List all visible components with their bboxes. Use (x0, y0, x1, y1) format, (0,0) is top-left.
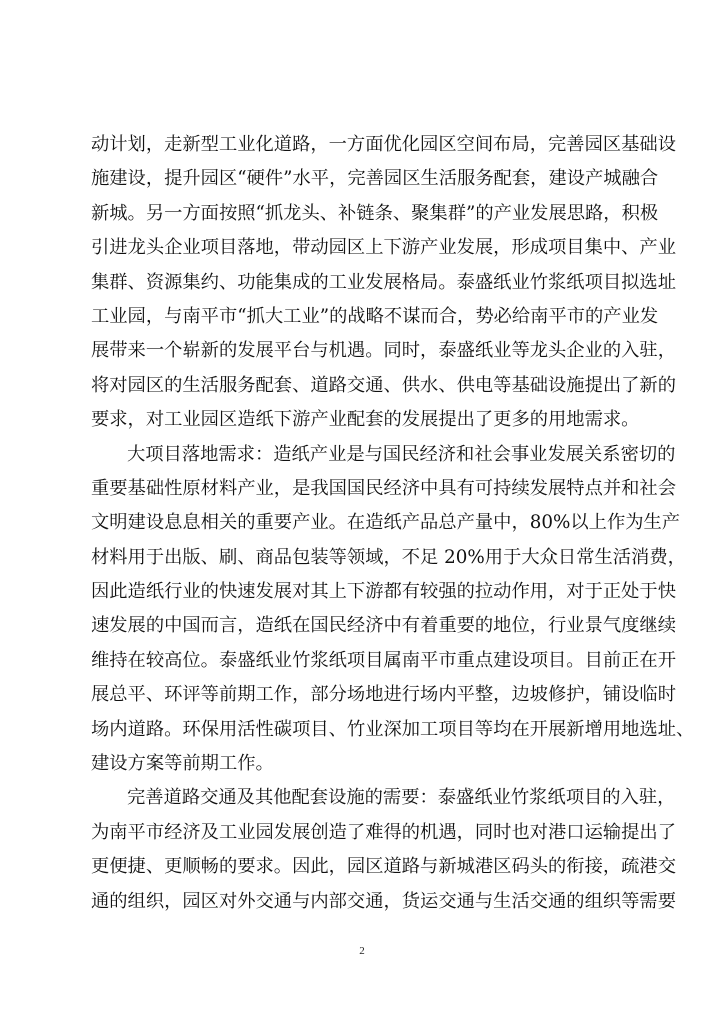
body-text (91, 128, 695, 919)
text-line: 文明建设息息相关的重要产业。在造纸产品总产量中，80%以上作为生产 (91, 512, 681, 534)
text-line: 材料用于出版、刷、商品包装等领域，不足 20%用于大众日常生活消费， (91, 546, 686, 568)
text-line: 更便捷、更顺畅的要求。因此，园区道路与新城港区码头的衔接，疏港交 (91, 856, 676, 878)
text-line: 展带来一个崭新的发展平台与机遇。同时，泰盛纸业等龙头企业的入驻， (91, 340, 676, 362)
text-line: 为南平市经济及工业园发展创造了难得的机遇，同时也对港口运输提出了 (91, 821, 676, 843)
text-line: 大项目落地需求：造纸产业是与国民经济和社会事业发展关系密切的 (127, 443, 676, 465)
text-line: 要求，对工业园区造纸下游产业配套的发展提出了更多的用地需求。 (91, 409, 640, 431)
page-number: 2 (359, 945, 365, 957)
text-line: 将对园区的生活服务配套、道路交通、供水、供电等基础设施提出了新的 (91, 374, 676, 396)
text-line: 工业园，与南平市“抓大工业”的战略不谋而合，势必给南平市的产业发 (91, 305, 659, 327)
paragraph-2 (91, 438, 695, 782)
text-line: 因此造纸行业的快速发展对其上下游都有较强的拉动作用，对于正处于快 (91, 581, 676, 603)
text-line: 新城。另一方面按照“抓龙头、补链条、聚集群”的产业发展思路，积极 (91, 202, 659, 224)
text-line: 通的组织，园区对外交通与内部交通，货运交通与生活交通的组织等需要 (91, 890, 676, 912)
paragraph-3 (91, 781, 676, 919)
text-line: 动计划，走新型工业化道路，一方面优化园区空间布局，完善园区基础设 (91, 134, 676, 155)
text-line: 场内道路。环保用活性碳项目、竹业深加工项目等均在开展新增用地选址、 (91, 718, 695, 740)
paragraph-1 (91, 128, 676, 438)
text-line: 引进龙头企业项目落地，带动园区上下游产业发展，形成项目集中、产业 (91, 237, 676, 259)
text-line: 完善道路交通及其他配套设施的需要：泰盛纸业竹浆纸项目的入驻， (127, 787, 676, 809)
text-line: 维持在较高位。泰盛纸业竹浆纸项目属南平市重点建设项目。目前正在开 (91, 649, 676, 671)
text-line: 施建设，提升园区“硬件”水平，完善园区生活服务配套，建设产城融合 (91, 168, 659, 190)
text-line: 重要基础性原材料产业，是我国国民经济中具有可持续发展特点并和社会 (91, 477, 676, 499)
text-line: 集群、资源集约、功能集成的工业发展格局。泰盛纸业竹浆纸项目拟选址 (91, 271, 676, 293)
text-line: 建设方案等前期工作。 (91, 753, 274, 775)
text-line: 展总平、环评等前期工作，部分场地进行场内平整，边坡修护，铺设临时 (91, 684, 676, 706)
text-line: 速发展的中国而言，造纸在国民经济中有着重要的地位，行业景气度继续 (91, 615, 676, 637)
